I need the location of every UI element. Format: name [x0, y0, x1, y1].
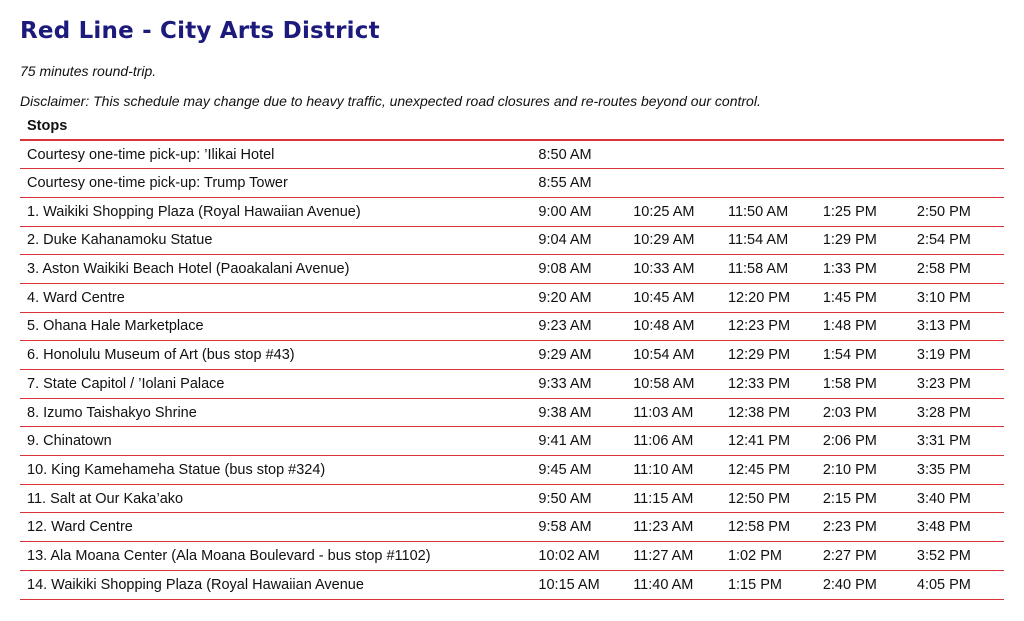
- departure-time-cell: 3:48 PM: [916, 519, 971, 536]
- table-row: [20, 226, 1004, 255]
- departure-time-cell: 9:58 AM: [538, 519, 592, 536]
- stop-name-cell: 7. State Capitol / ’Iolani Palace: [27, 375, 225, 392]
- departure-time-cell: 1:33 PM: [822, 261, 877, 278]
- departure-time-cell: 9:33 AM: [538, 375, 592, 392]
- table-row: [20, 484, 1004, 513]
- table-row: [20, 570, 1004, 599]
- stops-column-header: Stops: [27, 117, 68, 134]
- table-row: [20, 283, 1004, 312]
- departure-time-cell: 11:58 AM: [727, 261, 789, 278]
- stop-name-cell: 6. Honolulu Museum of Art (bus stop #43): [27, 347, 295, 364]
- departure-time-cell: 3:35 PM: [916, 461, 971, 478]
- departure-time-cell: 2:03 PM: [822, 404, 877, 421]
- disclaimer-text: Disclaimer: This schedule may change due to heavy traffic, unexpected road closures and re-routes beyond our control.: [20, 93, 761, 109]
- stop-name-cell: Courtesy one-time pick-up: Trump Tower: [27, 175, 288, 192]
- stop-name-cell: 5. Ohana Hale Marketplace: [27, 318, 204, 335]
- table-row: [20, 341, 1004, 370]
- departure-time-cell: [816, 140, 910, 169]
- table-row: [20, 255, 1004, 284]
- departure-time-cell: 2:54 PM: [916, 232, 971, 249]
- departure-time-cell: 2:06 PM: [822, 433, 877, 450]
- departure-time-cell: 11:10 AM: [633, 461, 694, 478]
- departure-time-cell: 12:33 PM: [727, 375, 791, 392]
- departure-time-cell: 1:48 PM: [822, 318, 877, 335]
- departure-time-cell: 10:48 AM: [633, 318, 695, 335]
- departure-time-cell: 11:23 AM: [633, 519, 694, 536]
- table-row: [20, 398, 1004, 427]
- departure-time-cell: [910, 169, 1004, 198]
- stop-name-cell: 12. Ward Centre: [27, 519, 133, 536]
- departure-time-cell: 12:29 PM: [727, 347, 791, 364]
- departure-time-cell: 12:50 PM: [727, 490, 791, 507]
- stop-name-cell: 11. Salt at Our Kaka’ako: [27, 490, 184, 507]
- table-row: [20, 169, 1004, 198]
- departure-time-cell: 10:15 AM: [538, 576, 600, 593]
- schedule-table: [20, 112, 1004, 600]
- table-row: [20, 140, 1004, 169]
- departure-time-cell: 2:50 PM: [916, 203, 971, 220]
- page-title: Red Line - City Arts District: [20, 18, 380, 44]
- departure-time-cell: 10:02 AM: [538, 547, 600, 564]
- stop-name-cell: 10. King Kamehameha Statue (bus stop #324): [27, 461, 326, 478]
- departure-time-cell: 10:58 AM: [633, 375, 695, 392]
- departure-time-cell: 2:23 PM: [822, 519, 877, 536]
- departure-time-cell: [816, 169, 910, 198]
- table-row: [20, 370, 1004, 399]
- stop-name-cell: 3. Aston Waikiki Beach Hotel (Paoakalani Avenue): [27, 261, 350, 278]
- departure-time-cell: 9:23 AM: [538, 318, 592, 335]
- departure-time-cell: 2:40 PM: [822, 576, 877, 593]
- departure-time-cell: 1:54 PM: [822, 347, 877, 364]
- departure-time-cell: 3:23 PM: [916, 375, 971, 392]
- table-header-row: [20, 112, 1004, 140]
- departure-time-cell: 12:45 PM: [727, 461, 791, 478]
- departure-time-cell: 11:27 AM: [633, 547, 694, 564]
- departure-time-cell: 3:40 PM: [916, 490, 971, 507]
- stop-name-cell: 8. Izumo Taishakyo Shrine: [27, 404, 197, 421]
- departure-time-cell: 9:04 AM: [538, 232, 592, 249]
- departure-time-cell: [910, 140, 1004, 169]
- departure-time-cell: 10:29 AM: [633, 232, 695, 249]
- departure-time-cell: 1:02 PM: [727, 547, 782, 564]
- departure-time-cell: 12:23 PM: [727, 318, 791, 335]
- departure-time-cell: [721, 140, 816, 169]
- departure-time-cell: 11:40 AM: [633, 576, 694, 593]
- departure-time-cell: 8:50 AM: [538, 146, 592, 163]
- departure-time-cell: 9:45 AM: [538, 461, 592, 478]
- departure-time-cell: [626, 140, 721, 169]
- departure-time-cell: 12:41 PM: [727, 433, 791, 450]
- departure-time-cell: 10:54 AM: [633, 347, 695, 364]
- stop-name-cell: 1. Waikiki Shopping Plaza (Royal Hawaiian Avenue): [27, 203, 361, 220]
- table-row: [20, 197, 1004, 226]
- departure-time-cell: 12:20 PM: [727, 289, 791, 306]
- departure-time-cell: 2:58 PM: [916, 261, 971, 278]
- stop-name-cell: 13. Ala Moana Center (Ala Moana Boulevard - bus stop #1102): [27, 547, 431, 564]
- stop-name-cell: 9. Chinatown: [27, 433, 112, 450]
- departure-time-cell: 9:29 AM: [538, 347, 592, 364]
- departure-time-cell: 9:00 AM: [538, 203, 592, 220]
- table-row: [20, 427, 1004, 456]
- departure-time-cell: 11:15 AM: [633, 490, 694, 507]
- stop-name-cell: 4. Ward Centre: [27, 289, 125, 306]
- departure-time-cell: 1:45 PM: [822, 289, 877, 306]
- departure-time-cell: 10:25 AM: [633, 203, 695, 220]
- departure-time-cell: 2:10 PM: [822, 461, 877, 478]
- departure-time-cell: 10:33 AM: [633, 261, 695, 278]
- departure-time-cell: 11:54 AM: [727, 232, 789, 249]
- departure-time-cell: [626, 169, 721, 198]
- departure-time-cell: 10:45 AM: [633, 289, 695, 306]
- departure-time-cell: 11:50 AM: [727, 203, 789, 220]
- departure-time-cell: 9:08 AM: [538, 261, 592, 278]
- table-row: [20, 513, 1004, 542]
- stop-name-cell: 2. Duke Kahanamoku Statue: [27, 232, 213, 249]
- departure-time-cell: 9:50 AM: [538, 490, 592, 507]
- departure-time-cell: 1:58 PM: [822, 375, 877, 392]
- departure-time-cell: 2:15 PM: [822, 490, 877, 507]
- departure-time-cell: 3:13 PM: [916, 318, 971, 335]
- departure-time-cell: 12:38 PM: [727, 404, 791, 421]
- table-row: [20, 456, 1004, 485]
- departure-time-cell: 9:20 AM: [538, 289, 592, 306]
- table-row: [20, 542, 1004, 571]
- departure-time-cell: 3:10 PM: [916, 289, 971, 306]
- departure-time-cell: 11:03 AM: [633, 404, 694, 421]
- stop-name-cell: Courtesy one-time pick-up: ’Ilikai Hotel: [27, 146, 275, 163]
- departure-time-cell: 9:38 AM: [538, 404, 592, 421]
- stop-name-cell: 14. Waikiki Shopping Plaza (Royal Hawaiian Avenue: [27, 576, 364, 593]
- departure-time-cell: 3:28 PM: [916, 404, 971, 421]
- departure-time-cell: 4:05 PM: [916, 576, 971, 593]
- departure-time-cell: 3:31 PM: [916, 433, 971, 450]
- departure-time-cell: 3:19 PM: [916, 347, 971, 364]
- departure-time-cell: 9:41 AM: [538, 433, 592, 450]
- departure-time-cell: 12:58 PM: [727, 519, 791, 536]
- departure-time-cell: 1:29 PM: [822, 232, 877, 249]
- schedule-body: [20, 140, 1004, 599]
- departure-time-cell: 2:27 PM: [822, 547, 877, 564]
- departure-time-cell: 1:15 PM: [727, 576, 782, 593]
- round-trip-duration: 75 minutes round-trip.: [20, 63, 157, 79]
- departure-time-cell: 11:06 AM: [633, 433, 694, 450]
- table-row: [20, 312, 1004, 341]
- departure-time-cell: 8:55 AM: [538, 175, 592, 192]
- departure-time-cell: [721, 169, 816, 198]
- departure-time-cell: 1:25 PM: [822, 203, 877, 220]
- departure-time-cell: 3:52 PM: [916, 547, 971, 564]
